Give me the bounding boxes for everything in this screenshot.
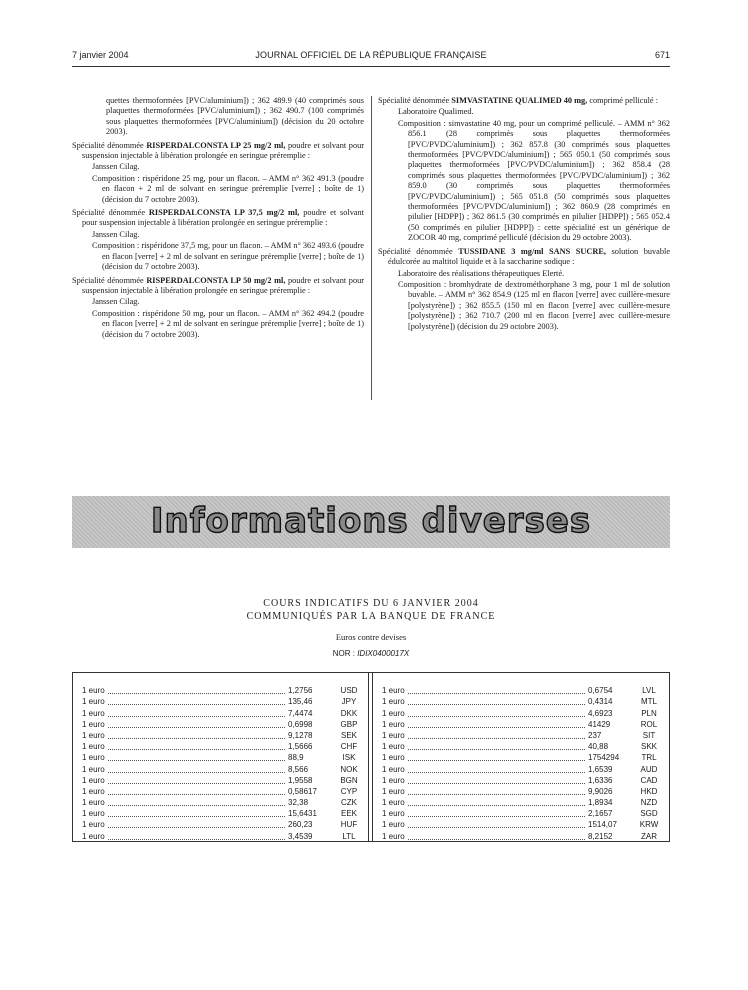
currency-code: KRW [639, 820, 659, 830]
rate-value: 1754294 [588, 753, 620, 763]
column-divider [371, 96, 372, 400]
drug-name: RISPERDALCONSTA LP 37,5 mg/2 ml, [148, 208, 300, 218]
rate-label: 1 euro [382, 798, 405, 808]
rate-row [82, 685, 362, 696]
rates-left-column [82, 685, 362, 842]
rate-row [82, 819, 362, 830]
composition: Composition : bromhydrate de dextrométhorphane 3 mg, pour 1 ml de solution buvable. – AMM n° 362 854.9 (125 ml en flacon [verre] avec cuillère-mesure [polystyrène]) ; 362 855.5 (150 ml en flacon [verre] avec cuillère-mesure [polystyrène]) ; 362 710.7 (200 ml en flacon [verre] avec cuillère-mesure [polystyrène]) (décision du 29 octobre 2003). [398, 279, 670, 331]
left-column [72, 96, 364, 343]
rate-value: 1,5666 [288, 742, 313, 752]
rate-row [382, 730, 662, 741]
nor-reference [72, 649, 670, 658]
leader-dots [108, 738, 285, 739]
rate-row [382, 741, 662, 752]
laboratory: Laboratoire des réalisations thérapeutiques Elerté. [398, 268, 565, 278]
currency-code: BGN [340, 775, 358, 785]
rate-value: 1,2756 [288, 686, 313, 696]
rate-value: 8,2152 [588, 831, 613, 841]
rate-label: 1 euro [382, 686, 405, 696]
rate-row [82, 707, 362, 718]
currency-code: HUF [340, 820, 358, 830]
rate-value: 0,58617 [288, 786, 317, 796]
leader-dots [408, 783, 585, 784]
composition: Composition : rispéridone 37,5 mg, pour un flacon. – AMM n° 362 493.6 (poudre en flacon [verre] + 2 ml de solvant en seringue préremplie [verre] ; boîte de 1) (décision du 7 octobre 2003). [92, 241, 364, 272]
leader-dots [408, 772, 585, 773]
laboratory: Janssen Cilag. [92, 162, 140, 172]
rate-row [82, 797, 362, 808]
rate-label: 1 euro [382, 820, 405, 830]
currency-code: ROL [640, 719, 658, 729]
rate-row [382, 685, 662, 696]
issue-date: 7 janvier 2004 [72, 50, 129, 60]
currency-code: SEK [340, 730, 357, 740]
laboratory: Janssen Cilag. [92, 229, 140, 239]
rate-row [382, 830, 662, 841]
rate-value: 40,88 [588, 742, 609, 752]
currency-code: ZAR [641, 831, 657, 841]
rate-row [382, 797, 662, 808]
rate-value: 41429 [588, 719, 611, 729]
specialty-entry [378, 96, 670, 244]
rate-label: 1 euro [82, 831, 105, 841]
rate-row [382, 707, 662, 718]
rate-row [82, 775, 362, 786]
rate-label: 1 euro [82, 697, 105, 707]
currency-code: JPY [341, 697, 357, 707]
rates-title: COURS INDICATIFS DU 6 JANVIER 2004 [263, 598, 479, 609]
currency-code: AUD [640, 764, 658, 774]
leader-dots [408, 716, 585, 717]
currency-code: ISK [342, 753, 356, 763]
rate-row [382, 696, 662, 707]
rate-value: 135,46 [288, 697, 313, 707]
laboratory: Laboratoire Qualimed. [398, 107, 474, 117]
rate-value: 0,4314 [588, 697, 613, 707]
rate-value: 3,4539 [288, 831, 313, 841]
rate-label: 1 euro [382, 786, 405, 796]
rate-label: 1 euro [382, 719, 405, 729]
rate-row [82, 752, 362, 763]
leader-dots [408, 816, 585, 817]
banner-title: Informations diverses [150, 501, 592, 541]
leader-dots [108, 772, 285, 773]
specialty-heading: Spécialité dénommée SIMVASTATINE QUALIMED 40 mg, comprimé pelliculé : [378, 96, 658, 105]
rate-value: 260,23 [288, 820, 313, 830]
leader-dots [108, 794, 285, 795]
leader-dots [408, 693, 585, 694]
drug-name: RISPERDALCONSTA LP 50 mg/2 ml, [146, 275, 286, 285]
rate-label: 1 euro [382, 831, 405, 841]
rate-row [82, 830, 362, 841]
rate-label: 1 euro [382, 708, 405, 718]
rate-label: 1 euro [82, 730, 105, 740]
rate-row [82, 786, 362, 797]
rate-row [82, 808, 362, 819]
table-divider [368, 673, 369, 841]
currency-code: NOK [340, 764, 358, 774]
leader-dots [108, 704, 285, 705]
leader-dots [408, 749, 585, 750]
rate-value: 9,9026 [588, 786, 613, 796]
rate-label: 1 euro [82, 809, 105, 819]
specialty-heading: Spécialité dénommée TUSSIDANE 3 mg/ml SANS SUCRE, solution buvable édulcorée au maltitol liquide et à la saccharine sodique : [378, 246, 670, 267]
rate-label: 1 euro [82, 742, 105, 752]
leader-dots [108, 727, 285, 728]
specialty-entry [72, 208, 364, 272]
currency-code: LVL [642, 686, 656, 696]
drug-name: RISPERDALCONSTA LP 25 mg/2 ml, [146, 140, 286, 150]
rate-label: 1 euro [82, 753, 105, 763]
leader-dots [108, 816, 285, 817]
specialty-heading: Spécialité dénommée RISPERDALCONSTA LP 50 mg/2 ml, poudre et solvant pour suspension injectable à libération prolongée en seringue préremplie : [72, 275, 364, 295]
leader-dots [108, 760, 285, 761]
specialty-entry [72, 276, 364, 340]
leader-dots [108, 716, 285, 717]
rate-label: 1 euro [82, 820, 105, 830]
leader-dots [108, 749, 285, 750]
rate-value: 32,38 [288, 798, 309, 808]
currency-code: CZK [341, 798, 357, 808]
rates-title-line2: COMMUNIQUÉS PAR LA BANQUE DE FRANCE [246, 611, 496, 622]
leader-dots [408, 794, 585, 795]
rate-label: 1 euro [82, 798, 105, 808]
composition: Composition : rispéridone 50 mg, pour un flacon. – AMM n° 362 494.2 (poudre en flacon [verre] + 2 ml de solvant en seringue préremplie [verre] ; boîte de 1) (décision du 7 octobre 2003). [92, 308, 364, 339]
currency-code: DKK [340, 708, 358, 718]
leader-dots [408, 704, 585, 705]
laboratory: Janssen Cilag. [92, 297, 140, 307]
leader-dots [108, 839, 285, 840]
rates-subtitle: Euros contre devises [335, 632, 407, 642]
currency-code: NZD [640, 798, 658, 808]
header-rule [72, 66, 670, 67]
rate-row [382, 775, 662, 786]
drug-name: SIMVASTATINE QUALIMED 40 mg, [451, 96, 588, 105]
specialty-heading: Spécialité dénommée RISPERDALCONSTA LP 37,5 mg/2 ml, poudre et solvant pour suspension injectable à libération prolongée en seringue préremplie : [72, 208, 365, 228]
currency-code: LTL [342, 831, 356, 841]
rate-label: 1 euro [382, 764, 405, 774]
rate-row [82, 696, 362, 707]
rate-label: 1 euro [382, 775, 405, 785]
leader-dots [408, 839, 585, 840]
rate-label: 1 euro [382, 730, 405, 740]
leader-dots [108, 827, 285, 828]
rate-label: 1 euro [82, 719, 105, 729]
rate-row [82, 763, 362, 774]
currency-code: CAD [640, 775, 658, 785]
rate-value: 0,6754 [588, 686, 613, 696]
rate-label: 1 euro [382, 809, 405, 819]
leader-dots [408, 827, 585, 828]
section-banner [72, 496, 670, 548]
specialty-entry [378, 247, 670, 332]
rate-value: 1514,07 [588, 820, 617, 830]
journal-title: JOURNAL OFFICIEL DE LA RÉPUBLIQUE FRANÇAISE [255, 50, 487, 60]
currency-code: CYP [340, 786, 358, 796]
rate-label: 1 euro [82, 786, 105, 796]
page-header [72, 50, 670, 64]
currency-code: MTL [641, 697, 657, 707]
rate-row [382, 719, 662, 730]
rate-row [382, 819, 662, 830]
rate-value: 9,1278 [288, 730, 313, 740]
leader-dots [108, 805, 285, 806]
specialty-entry [72, 141, 364, 205]
rate-value: 1,6539 [588, 764, 613, 774]
rate-value: 0,6998 [288, 719, 313, 729]
currency-code: USD [340, 686, 358, 696]
rate-value: 1,8934 [588, 798, 613, 808]
rate-row [82, 741, 362, 752]
rate-label: 1 euro [82, 686, 105, 696]
rate-value: 1,6336 [588, 775, 613, 785]
currency-code: EEK [340, 809, 357, 819]
rate-row [382, 752, 662, 763]
drug-name: TUSSIDANE 3 mg/ml SANS SUCRE, [458, 246, 606, 256]
leader-dots [108, 693, 285, 694]
specialty-heading: Spécialité dénommée RISPERDALCONSTA LP 25 mg/2 ml, poudre et solvant pour suspension injectable à libération prolongée en seringue préremplie : [72, 140, 364, 161]
rate-label: 1 euro [82, 708, 105, 718]
rate-row [82, 730, 362, 741]
currency-code: SGD [640, 809, 658, 819]
leader-dots [408, 805, 585, 806]
currency-code: SIT [642, 730, 656, 740]
rate-row [382, 763, 662, 774]
rate-value: 8,566 [288, 764, 309, 774]
page-number: 671 [654, 50, 670, 60]
leader-dots [408, 760, 585, 761]
rate-row [82, 719, 362, 730]
rate-value: 15,6431 [288, 809, 317, 819]
rate-value: 7,4474 [288, 708, 313, 718]
rate-value: 88,9 [288, 753, 304, 763]
rate-value: 237 [588, 730, 602, 740]
leader-dots [108, 783, 285, 784]
table-divider [372, 673, 373, 841]
rate-value: 4,6923 [588, 708, 613, 718]
rate-label: 1 euro [82, 775, 105, 785]
exchange-rates-table [72, 672, 670, 842]
currency-code: SKK [640, 742, 657, 752]
composition: Composition : rispéridone 25 mg, pour un flacon. – AMM n° 362 491.3 (poudre en flacon + 2 ml de solvant en seringue préremplie [verre] ; boîte de 1) (décision du 7 octobre 2003). [92, 173, 364, 204]
rates-right-column [382, 685, 662, 842]
currency-code: GBP [340, 719, 358, 729]
currency-code: TRL [641, 753, 657, 763]
currency-code: HKD [640, 786, 658, 796]
leader-dots [408, 738, 585, 739]
rate-row [382, 808, 662, 819]
composition: Composition : simvastatine 40 mg, pour un comprimé pelliculé. – AMM n° 362 856.1 (28 comprimés sous plaquettes thermoformées [PVC/PVDC/aluminium]) ; 362 857.8 (30 comprimés sous plaquettes thermoformées [PVC/PVDC/aluminium]) ; 565 050.1 (50 comprimés sous plaquettes thermoformées [PVC/PVDC/aluminium]) ; 362 858.4 (28 comprimés sous plaquettes thermoformées [PVC/PVDC/aluminium]) ; 362 859.0 (30 comprimés sous plaquettes thermoformées [PVC/PVDC/aluminium]) ; 565 051.8 (50 comprimés sous plaquettes thermoformées [PVC/PVDC/aluminium]) ; 362 860.9 (28 comprimés en pilulier [HDPP]) ; 362 861.5 (30 comprimés en pilulier [HDPP]) ; 565 052.4 (50 comprimés en pilulier [HDPP]) : cette spécialité est un générique de ZOCOR 40 mg, comprimé pelliculé (décision du 29 octobre 2003). [398, 118, 670, 243]
leader-dots [408, 727, 585, 728]
rate-value: 2,1657 [588, 809, 613, 819]
rate-value: 1,9558 [288, 775, 313, 785]
continued-text: quettes thermoformées [PVC/aluminium]) ; 362 489.9 (40 comprimés sous plaquettes thermoformées [PVC/aluminium]) ; 362 490.7 (100 comprimés sous plaquettes thermoformées [PVC/aluminium]) (décision du 20 octobre 2003). [106, 96, 364, 137]
rate-label: 1 euro [82, 764, 105, 774]
currency-code: CHF [340, 742, 358, 752]
nor-label: NOR : [332, 649, 358, 658]
right-column [378, 96, 670, 335]
rate-label: 1 euro [382, 753, 405, 763]
rate-label: 1 euro [382, 742, 405, 752]
rate-label: 1 euro [382, 697, 405, 707]
currency-code: PLN [641, 708, 657, 718]
nor-value: IDIX0400017X [357, 649, 410, 658]
rate-row [382, 786, 662, 797]
